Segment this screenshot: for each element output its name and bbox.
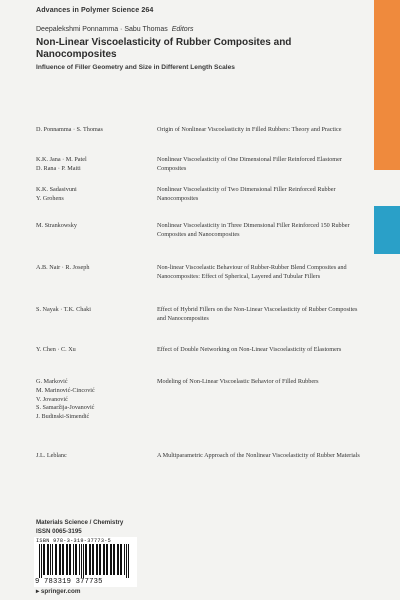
toc-author: K.K. Jana · M. Patel <box>36 156 87 163</box>
toc-authors <box>36 346 146 355</box>
toc-chapter-title: Origin of Nonlinear Viscoelasticity in Filled Rubbers: Theory and Practice <box>157 126 342 133</box>
toc-author: J. Budinski-Simendić <box>36 413 90 421</box>
editor-role: Editors <box>171 26 194 33</box>
toc-author: S. Samaržija-Jovanović <box>36 404 95 412</box>
toc-chapter-title: Nonlinear Viscoelasticity of One Dimensional Filler Reinforced Elastomer Composites <box>157 156 342 172</box>
toc-author: V. Jovanović <box>36 395 68 403</box>
toc-author: A.B. Nair · R. Joseph <box>36 264 90 271</box>
blue-stripe <box>374 206 400 254</box>
toc-authors <box>36 264 146 273</box>
toc-author: M. Strankowsky <box>36 222 77 229</box>
issn-number: ISSN 0065-3195 <box>36 528 82 535</box>
toc-authors <box>36 378 146 422</box>
toc-author: K.K. Sadasivuni <box>36 186 77 193</box>
toc-author: M. Marinović-Cincović <box>36 386 95 394</box>
toc-authors <box>36 452 146 461</box>
subject-category: Materials Science / Chemistry <box>36 519 124 526</box>
toc-chapter-title: Modeling of Non-Linear Viscoelastic Behavior of Filled Rubbers <box>157 378 319 385</box>
toc-authors <box>36 222 146 231</box>
barcode-bars <box>34 544 137 578</box>
publisher-website: ▸ springer.com <box>36 588 81 595</box>
toc-chapter-title: A Multiparametric Approach of the Nonlinear Viscoelasticity of Rubber Materials <box>157 452 360 459</box>
book-subtitle: Influence of Filler Geometry and Size in Different Length Scales <box>36 64 235 71</box>
series-title: Advances in Polymer Science 264 <box>36 6 154 14</box>
toc-authors <box>36 156 146 174</box>
editors-line <box>36 26 194 33</box>
toc-author: Y. Chen · C. Xu <box>36 346 76 353</box>
orange-stripe <box>374 0 400 170</box>
barcode-isbn-text: ISBN 978-3-319-37773-5 <box>36 538 112 544</box>
toc-authors <box>36 126 146 135</box>
toc-chapter-title: Nonlinear Viscoelasticity of Two Dimensional Filler Reinforced Rubber Nanocomposites <box>157 186 336 202</box>
book-title: Non-Linear Viscoelasticity of Rubber Composites and Nanocomposites <box>36 37 292 60</box>
barcode <box>34 537 137 587</box>
toc-authors <box>36 186 146 204</box>
toc-author: D. Ponnamma · S. Thomas <box>36 126 103 133</box>
toc-author: Y. Grohens <box>36 194 64 202</box>
toc-author: S. Nayak · T.K. Chaki <box>36 306 91 313</box>
toc-author: D. Rana · P. Maiti <box>36 164 81 172</box>
toc-chapter-title: Effect of Double Networking on Non-Linear Viscoelasticity of Elastomers <box>157 346 342 353</box>
editor-names: Deepalekshmi Ponnamma · Sabu Thomas <box>36 26 168 33</box>
toc-chapter-title: Non-linear Viscoelastic Behaviour of Rubber-Rubber Blend Composites and Nanocomposites: Effect of Spherical, Layered and Tubular Fillers <box>157 264 347 280</box>
toc-chapter-title: Nonlinear Viscoelasticity in Three Dimensional Filler Reinforced 150 Rubber Composites and Nanocomposites <box>157 222 350 238</box>
toc-author: G. Marković <box>36 378 68 385</box>
toc-authors <box>36 306 146 315</box>
toc-author: J.L. Leblanc <box>36 452 67 459</box>
toc-chapter-title: Effect of Hybrid Fillers on the Non-Linear Viscoelasticity of Rubber Composites and Nanocomposites <box>157 306 358 322</box>
barcode-digits: 9 783319 377735 <box>35 578 103 586</box>
